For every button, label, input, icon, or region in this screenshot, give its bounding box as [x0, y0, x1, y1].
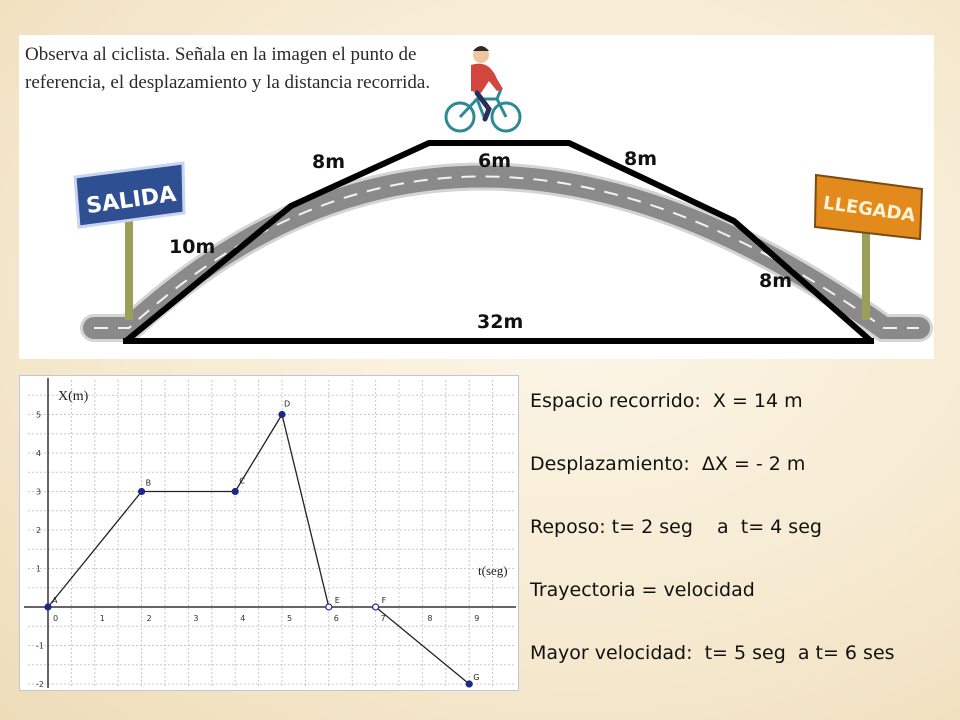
point-B	[139, 489, 145, 495]
point-A	[45, 604, 51, 610]
point-label-E: E	[334, 596, 340, 605]
x-tick-label: 0	[53, 614, 59, 623]
end-sign-post	[862, 230, 870, 320]
y-tick-label: 3	[36, 487, 42, 497]
road	[94, 177, 919, 329]
cyclist-icon	[446, 46, 520, 131]
graph-xlabel: t(seg)	[478, 563, 508, 578]
summary-displacement: Desplazamiento: ΔX = - 2 m	[530, 453, 806, 475]
point-F	[373, 604, 379, 610]
point-G	[466, 681, 472, 687]
x-tick-label: 7	[380, 614, 386, 623]
graph-ylabel: X(m)	[58, 389, 89, 404]
y-tick-label: 2	[36, 526, 42, 535]
position-time-graph	[19, 375, 519, 691]
label-seg-d: 8m	[624, 148, 658, 170]
graph-grid	[28, 380, 516, 690]
label-seg-e: 8m	[759, 270, 793, 292]
x-tick-label: 9	[474, 614, 480, 623]
label-seg-c: 6m	[478, 150, 512, 172]
x-tick-label: 8	[427, 614, 433, 623]
point-C	[232, 489, 238, 495]
y-tick-label: -2	[36, 680, 44, 689]
point-label-C: C	[239, 476, 245, 486]
end-sign-label: LLEGADA	[821, 192, 917, 227]
x-tick-label: 5	[287, 614, 293, 623]
y-tick-label: 1	[36, 564, 42, 574]
instruction-line-1: Observa al ciclista. Señala en la imagen el punto de	[25, 44, 417, 65]
point-label-B: B	[145, 478, 152, 488]
x-tick-label: 2	[146, 614, 152, 623]
point-D	[279, 412, 285, 418]
x-tick-label: 6	[333, 614, 339, 623]
x-tick-label: 3	[193, 614, 199, 623]
point-label-D: D	[284, 399, 291, 409]
point-label-G: G	[473, 673, 480, 682]
y-tick-label: 5	[36, 410, 42, 420]
graph-points	[45, 400, 479, 688]
cyclist-diagram-canvas	[19, 35, 934, 359]
start-sign-label: SALIDA	[84, 181, 178, 220]
cyclist-diagram	[19, 35, 934, 359]
y-tick-label: -1	[36, 641, 44, 651]
summary-max-speed: Mayor velocidad: t= 5 seg a t= 6 ses	[530, 642, 895, 664]
summary-distance: Espacio recorrido: X = 14 m	[530, 390, 803, 412]
point-label-A: A	[52, 596, 58, 605]
label-base: 32m	[477, 311, 524, 333]
x-tick-label: 4	[240, 614, 246, 623]
graph-axes	[24, 378, 516, 688]
start-sign-post	[125, 220, 133, 320]
summary-panel	[530, 390, 950, 705]
label-seg-b: 8m	[312, 151, 346, 173]
label-seg-a: 10m	[169, 236, 216, 258]
graph-canvas	[20, 376, 518, 690]
summary-trajectory: Trayectoria = velocidad	[530, 579, 755, 601]
x-tick-label: 1	[99, 614, 105, 623]
point-label-F: F	[381, 596, 387, 605]
point-E	[326, 604, 332, 610]
instruction-line-2: referencia, el desplazamiento y la distancia recorrida.	[25, 72, 431, 93]
y-tick-label: 4	[36, 449, 42, 458]
summary-rest: Reposo: t= 2 seg a t= 4 seg	[530, 516, 822, 538]
